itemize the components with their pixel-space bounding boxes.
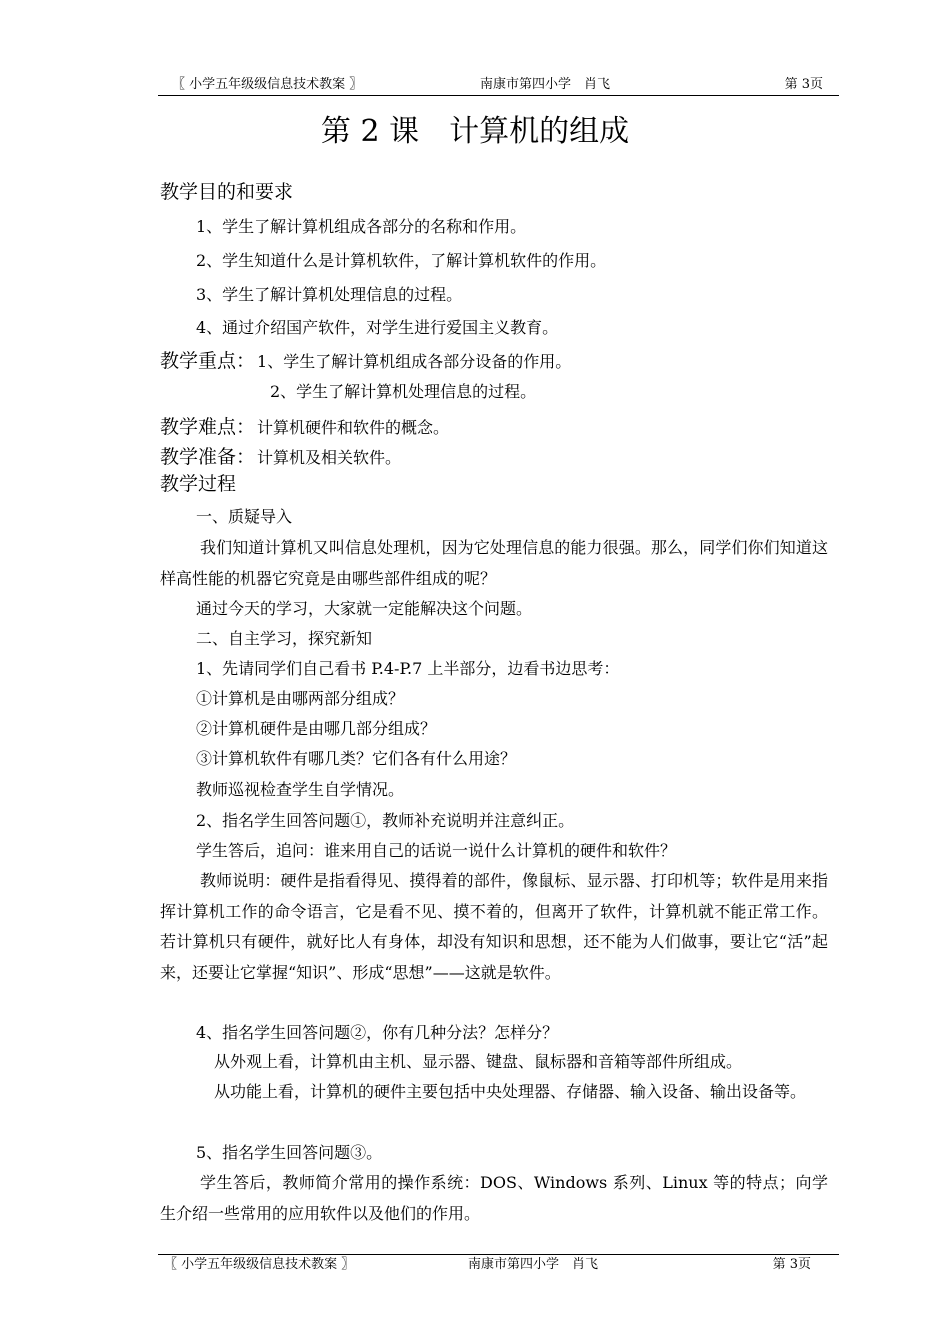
paragraph: 从功能上看，计算机的硬件主要包括中央处理器、存储器、输入设备、输出设备等。 (214, 1082, 807, 1101)
header-school-author: 南康市第四小学 肖飞 (480, 77, 611, 92)
objective-item: 2、学生知道什么是计算机软件，了解计算机软件的作用。 (196, 251, 607, 270)
key-point-item: 2、学生了解计算机处理信息的过程。 (270, 382, 537, 401)
step-item: 1、先请同学们自己看书 P.4-P.7 上半部分，边看书边思考： (196, 659, 620, 678)
objective-item: 1、学生了解计算机组成各部分的名称和作用。 (196, 217, 527, 236)
preparation-text: 计算机及相关软件。 (257, 448, 402, 467)
footer-page-number: 第 3页 (772, 1257, 811, 1272)
key-points-label: 教学重点： (160, 350, 256, 372)
key-points (160, 346, 571, 373)
section-title: 二、自主学习，探究新知 (196, 629, 373, 648)
objectives-heading: 教学目的和要求 (160, 181, 294, 203)
difficulty (160, 412, 449, 439)
question-item: ③计算机软件有哪几类？它们各有什么用途？ (196, 749, 517, 768)
page-header (158, 75, 839, 96)
objective-item: 4、通过介绍国产软件，对学生进行爱国主义教育。 (196, 318, 559, 337)
header-course: 〖 小学五年级级信息技术教案 〗 (172, 77, 363, 92)
lesson-title: 第 2 课 计算机的组成 (320, 114, 630, 149)
key-point-item: 1、学生了解计算机组成各部分设备的作用。 (257, 352, 572, 371)
paragraph: 教师巡视检查学生自学情况。 (196, 780, 405, 799)
footer-course: 〖 小学五年级级信息技术教案 〗 (164, 1257, 355, 1272)
difficulty-text: 计算机硬件和软件的概念。 (257, 418, 450, 437)
paragraph: 学生答后，教师简介常用的操作系统：DOS、Windows 系列、Linux 等的特点；向学生介绍一些常用的应用软件以及他们的作用。 (160, 1173, 828, 1223)
step-item: 4、指名学生回答问题②，你有几种分法？怎样分？ (196, 1023, 559, 1042)
objective-item: 3、学生了解计算机处理信息的过程。 (196, 285, 463, 304)
step-item: 5、指名学生回答问题③。 (196, 1143, 383, 1162)
process-heading: 教学过程 (160, 473, 237, 495)
paragraph: 我们知道计算机又叫信息处理机，因为它处理信息的能力很强。那么，同学们你们知道这样高性能的机器它究竟是由哪些部件组成的呢？ (160, 538, 828, 588)
footer-school-author: 南康市第四小学 肖飞 (468, 1257, 599, 1272)
preparation-label: 教学准备： (160, 446, 256, 468)
question-item: ②计算机硬件是由哪几部分组成？ (196, 719, 437, 738)
header-page-number: 第 3页 (784, 77, 823, 92)
paragraph: 教师说明：硬件是指看得见、摸得着的部件，像鼠标、显示器、打印机等；软件是用来指挥计算机工作的命令语言，它是看不见、摸不着的，但离开了软件，计算机就不能正常工作。若计算机只有硬件，就好比人有身体，却没有知识和思想，还不能为人们做事，要让它“活”起来，还要让它掌握“知识”、形成“思想”——这就是软件。 (160, 871, 828, 982)
paragraph: 学生答后，追问：谁来用自己的话说一说什么计算机的硬件和软件？ (196, 841, 677, 860)
page-footer (158, 1254, 839, 1275)
preparation (160, 442, 401, 469)
step-item: 2、指名学生回答问题①，教师补充说明并注意纠正。 (196, 811, 575, 830)
paragraph: 通过今天的学习，大家就一定能解决这个问题。 (196, 599, 533, 618)
section-title: 一、质疑导入 (196, 507, 293, 526)
paragraph: 从外观上看，计算机由主机、显示器、键盘、鼠标器和音箱等部件所组成。 (214, 1052, 743, 1071)
difficulty-label: 教学难点： (160, 416, 256, 438)
question-item: ①计算机是由哪两部分组成？ (196, 689, 405, 708)
